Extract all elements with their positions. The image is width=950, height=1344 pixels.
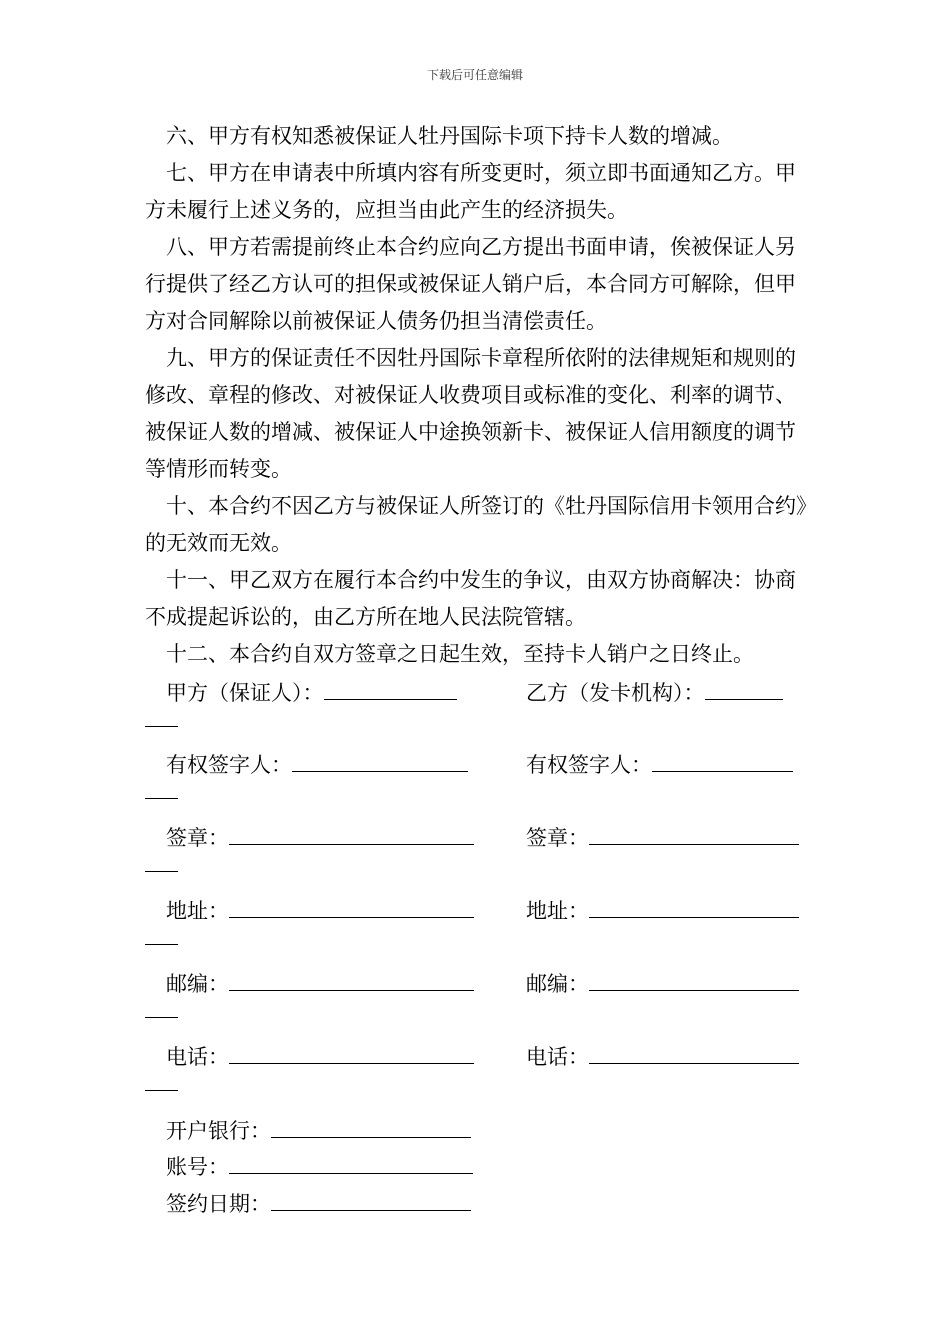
signatory-a-blank[interactable] <box>292 751 468 772</box>
signature-row-signatory <box>145 748 810 822</box>
signature-row-seal <box>145 821 810 895</box>
signatory-b-blank[interactable] <box>652 751 793 772</box>
address-a-label: 地址： <box>166 899 229 923</box>
party-a-blank[interactable] <box>324 679 457 700</box>
seal-b-blank[interactable] <box>589 824 799 845</box>
postcode-a-blank[interactable] <box>229 970 474 991</box>
clause-10: 十、本合约不因乙方与被保证人所签订的《牡丹国际信用卡领用合约》的无效而无效。 <box>145 494 807 555</box>
bank-label: 开户银行： <box>166 1119 271 1143</box>
clause-7: 七、甲方在申请表中所填内容有所变更时，须立即书面通知乙方。甲方未履行上述义务的，应担当由此产生的经济损失。 <box>145 161 796 222</box>
phone-a-label: 电话： <box>166 1045 229 1069</box>
clause-8: 八、甲方若需提前终止本合约应向乙方提出书面申请，俟被保证人另行提供了经乙方认可的担保或被保证人销户后，本合同方可解除，但甲方对合同解除以前被保证人债务仍担当清偿责任。 <box>145 235 796 333</box>
signature-row-postcode <box>145 967 810 1041</box>
signature-row-party <box>145 676 810 750</box>
wrap-underline <box>145 944 178 945</box>
signatory-a-label: 有权签字人： <box>166 753 292 777</box>
account-blank[interactable] <box>229 1153 473 1174</box>
party-a-label: 甲方（保证人）： <box>166 681 324 705</box>
seal-b-label: 签章： <box>526 826 589 850</box>
wrap-underline <box>145 726 178 727</box>
clause-6: 六、甲方有权知悉被保证人牡丹国际卡项下持卡人数的增减。 <box>166 124 733 148</box>
signature-row-address <box>145 894 810 968</box>
clause-12: 十二、本合约自双方签章之日起生效，至持卡人销户之日终止。 <box>166 642 754 666</box>
sign-date-row <box>166 1187 471 1221</box>
phone-b-blank[interactable] <box>589 1043 799 1064</box>
signatory-b-label: 有权签字人： <box>526 753 652 777</box>
postcode-a-label: 邮编： <box>166 972 229 996</box>
phone-b-label: 电话： <box>526 1045 589 1069</box>
seal-a-blank[interactable] <box>229 824 474 845</box>
account-row <box>166 1150 473 1184</box>
address-b-label: 地址： <box>526 899 589 923</box>
bank-row <box>166 1114 471 1148</box>
wrap-underline <box>145 871 178 872</box>
sign-date-label: 签约日期： <box>166 1192 271 1216</box>
seal-a-label: 签章： <box>166 826 229 850</box>
party-b-label: 乙方（发卡机构）： <box>526 681 705 705</box>
bank-blank[interactable] <box>271 1117 471 1138</box>
wrap-underline <box>145 798 178 799</box>
page-header-note: 下载后可任意编辑 <box>426 68 523 82</box>
wrap-underline <box>145 1090 178 1091</box>
account-label: 账号： <box>166 1155 229 1179</box>
address-a-blank[interactable] <box>229 897 474 918</box>
sign-date-blank[interactable] <box>271 1190 471 1211</box>
address-b-blank[interactable] <box>589 897 799 918</box>
signature-row-phone <box>145 1040 810 1114</box>
clause-11: 十一、甲乙双方在履行本合约中发生的争议，由双方协商解决：协商不成提起诉讼的，由乙方所在地人民法院管辖。 <box>145 568 796 629</box>
postcode-b-label: 邮编： <box>526 972 589 996</box>
postcode-b-blank[interactable] <box>589 970 799 991</box>
clause-9: 九、甲方的保证责任不因牡丹国际卡章程所依附的法律规矩和规则的修改、章程的修改、对被保证人收费项目或标准的变化、利率的调节、被保证人数的增减、被保证人中途换领新卡、被保证人信用额度的调节等情形而转变。 <box>145 346 796 481</box>
phone-a-blank[interactable] <box>229 1043 474 1064</box>
wrap-underline <box>145 1017 178 1018</box>
party-b-blank[interactable] <box>705 679 783 700</box>
